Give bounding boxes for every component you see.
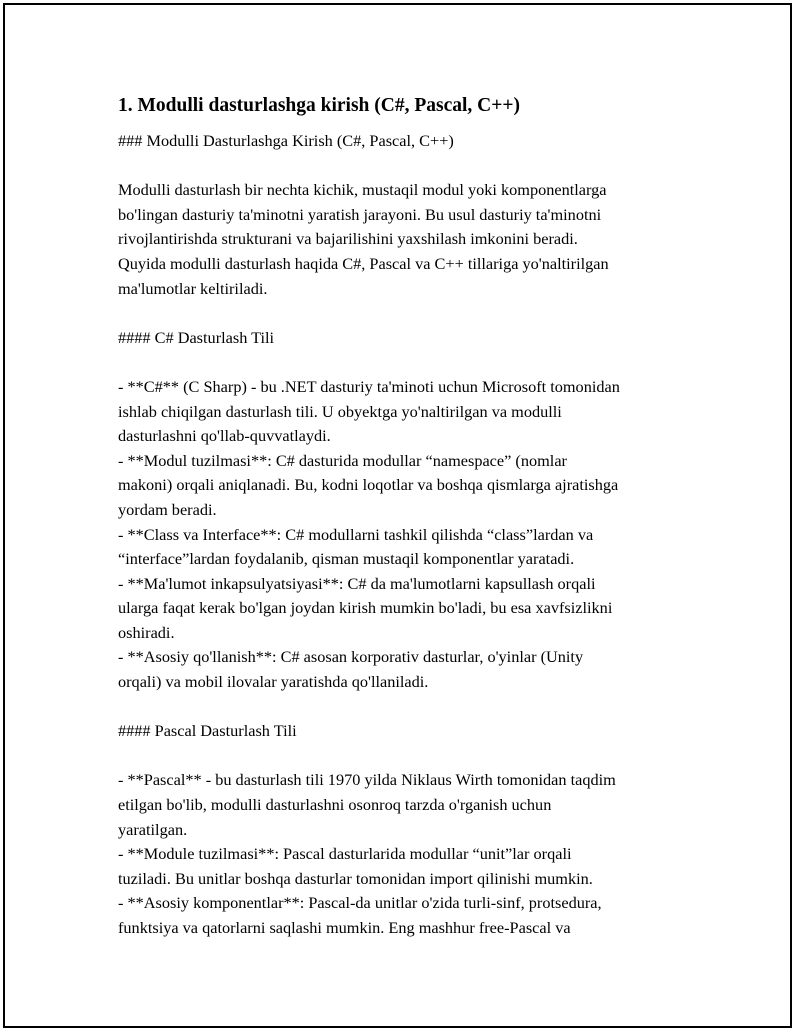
- document-text: [118, 129, 718, 941]
- text-line: tuziladi. Bu unitlar boshqa dasturlar tomonidan import qilinishi mumkin.: [118, 868, 593, 888]
- text-line: - **Asosiy qo'llanish**: C# asosan korporativ dasturlar, o'yinlar (Unity: [118, 647, 584, 667]
- text-line: ishlab chiqilgan dasturlash tili. U obyektga yo'naltirilgan va modulli: [118, 401, 562, 421]
- text-line: #### Pascal Dasturlash Tili: [118, 721, 297, 741]
- text-line: etilgan bo'lib, modulli dasturlashni osonroq tarzda o'rganish uchun: [118, 795, 552, 815]
- blank-line: [118, 744, 718, 769]
- text-line: rivojlantirishda strukturani va bajarilishini yaxshilash imkonini beradi.: [118, 229, 578, 249]
- text-line: ularga faqat kerak bo'lgan joydan kirish mumkin bo'ladi, bu esa xavfsizlikni: [118, 598, 613, 618]
- blank-line: [118, 695, 718, 720]
- text-line: - **Pascal** - bu dasturlash tili 1970 yilda Niklaus Wirth tomonidan taqdim: [118, 770, 616, 790]
- text-line: dasturlashni qo'llab-quvvatlaydi.: [118, 426, 331, 446]
- text-line: ### Modulli Dasturlashga Kirish (C#, Pascal, C++): [118, 131, 454, 150]
- text-line: - **Class va Interface**: C# modullarni tashkil qilishda “class”lardan va: [118, 524, 594, 544]
- text-line: makoni) orqali aniqlanadi. Bu, kodni loqotlar va boshqa qismlarga ajratishga: [118, 475, 619, 495]
- text-line: #### C# Dasturlash Tili: [118, 327, 275, 347]
- text-line: Modulli dasturlash bir nechta kichik, mustaqil modul yoki komponentlarga: [118, 180, 607, 200]
- document-title: 1. Modulli dasturlashga kirish (C#, Pascal, C++): [118, 95, 520, 116]
- text-line: - **Ma'lumot inkapsulyatsiyasi**: C# da ma'lumotlarni kapsullash orqali: [118, 573, 596, 593]
- text-line: bo'lingan dasturiy ta'minotni yaratish jarayoni. Bu usul dasturiy ta'minotni: [118, 204, 602, 224]
- text-line: oshiradi.: [118, 622, 175, 642]
- text-line: Quyida modulli dasturlash haqida C#, Pascal va C++ tillariga yo'naltirilgan: [118, 253, 609, 273]
- text-line: - **Modul tuzilmasi**: C# dasturida modullar “namespace” (nomlar: [118, 450, 567, 470]
- blank-line: [118, 301, 718, 326]
- text-line: - **C#** (C Sharp) - bu .NET dasturiy ta'minoti uchun Microsoft tomonidan: [118, 376, 620, 396]
- text-line: funktsiya va qatorlarni saqlashi mumkin. Eng mashhur free-Pascal va: [118, 918, 571, 937]
- document-body: [118, 92, 718, 941]
- text-line: orqali) va mobil ilovalar yaratishda qo'llaniladi.: [118, 672, 429, 692]
- text-line: ma'lumotlar keltiriladi.: [118, 278, 268, 298]
- blank-line: [118, 154, 718, 179]
- text-line: yaratilgan.: [118, 819, 188, 839]
- text-line: - **Asosiy komponentlar**: Pascal-da unitlar o'zida turli-sinf, protsedura,: [118, 893, 602, 913]
- text-line: yordam beradi.: [118, 499, 217, 519]
- blank-line: [118, 350, 718, 375]
- text-line: - **Module tuzilmasi**: Pascal dasturlarida modullar “unit”lar orqali: [118, 844, 572, 864]
- text-line: “interface”lardan foydalanib, qisman mustaqil komponentlar yaratadi.: [118, 549, 575, 569]
